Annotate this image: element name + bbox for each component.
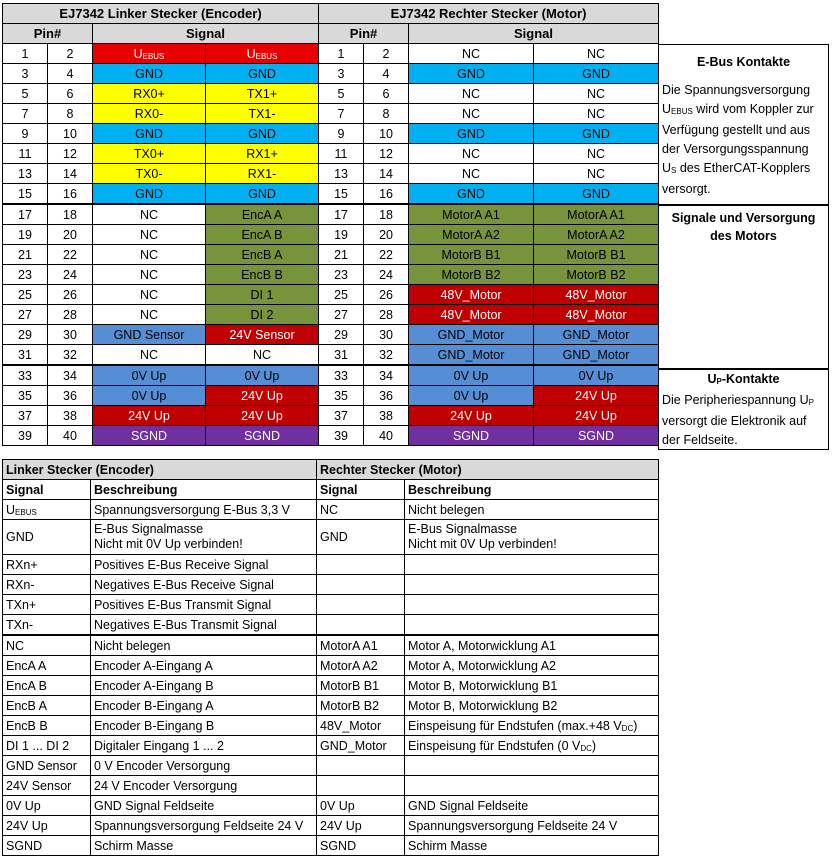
signal-cell: GND_Motor [409,325,534,345]
up-note [658,369,829,450]
desc-row [3,796,659,816]
pin-number: 7 [319,104,364,124]
pin-number: 2 [48,44,93,64]
desc-text: Schirm Masse [405,836,659,856]
pin-number: 4 [364,64,409,84]
pin-number: 12 [364,144,409,164]
desc-signal: $U_{EBUS}$ [3,500,91,520]
pin-number: 39 [3,426,48,446]
pin-row [3,124,659,144]
pin-number: 13 [319,164,364,184]
signal-cell: NC [93,245,206,265]
desc-text: Motor B, Motorwicklung B1 [405,676,659,696]
pin-row [3,426,659,446]
desc-row [3,635,659,656]
motor-note-title: Signale und Versorgung [671,211,816,225]
pin-number: 27 [319,305,364,325]
pin-number: 1 [319,44,364,64]
desc-signal [317,555,405,575]
signal-cell: NC [409,44,534,64]
desc-text: 24 V Encoder Versorgung [91,776,317,796]
desc-text: Encoder B-Eingang A [91,696,317,716]
pin-number: 32 [48,345,93,366]
signal-cell: GND Sensor [93,325,206,345]
right-pin-header: Pin# [319,24,409,44]
desc-signal [317,575,405,595]
signal-cell: NC [93,204,206,225]
signal-cell: MotorB B1 [409,245,534,265]
pin-number: 25 [319,285,364,305]
signal-cell: 24V Up [534,406,659,426]
desc-signal [317,776,405,796]
desc-signal: NC [317,500,405,520]
pin-row [3,386,659,406]
desc-signal: 0V Up [3,796,91,816]
pin-number: 36 [364,386,409,406]
signal-cell: MotorA A2 [534,225,659,245]
signal-cell: NC [93,305,206,325]
desc-row [3,500,659,520]
pin-number: 5 [3,84,48,104]
signal-cell: 0V Up [93,386,206,406]
pin-row [3,225,659,245]
pin-number: 23 [3,265,48,285]
pin-number: 23 [319,265,364,285]
pin-number: 14 [48,164,93,184]
desc-signal [317,615,405,636]
desc-text: Motor A, Motorwicklung A1 [405,635,659,656]
desc-row [3,836,659,856]
signal-cell: MotorA A2 [409,225,534,245]
desc-signal: 24V Sensor [3,776,91,796]
desc-signal: TXn- [3,615,91,636]
pin-row [3,406,659,426]
signal-cell: GND_Motor [409,345,534,366]
signal-cell: SGND [409,426,534,446]
signal-cell: 0V Up [534,365,659,386]
pin-number: 16 [48,184,93,205]
desc-text: Einspeisung für Endstufen (max.+48 $V_{DC}$) [405,716,659,736]
signal-cell: GND [206,124,319,144]
signal-cell: 0V Up [409,386,534,406]
pin-number: 6 [48,84,93,104]
desc-text [405,595,659,615]
desc-text: Positives E-Bus Transmit Signal [91,595,317,615]
ebus-note-line: Verfügung gestellt und aus [662,123,811,137]
signal-cell: 24V Up [534,386,659,406]
pin-row [3,64,659,84]
desc-row [3,555,659,575]
signal-cell: NC [534,144,659,164]
signal-cell: EncB B [206,265,319,285]
up-note-line: Die Peripheriespannung $U_P$ [662,393,814,407]
ebus-note-line: der Versorgungsspannung [662,142,809,156]
desc-signal: MotorA A2 [317,656,405,676]
pin-number: 20 [364,225,409,245]
signal-cell: NC [534,84,659,104]
signal-cell: TX1+ [206,84,319,104]
signal-cell: 24V Sensor [206,325,319,345]
pin-number: 17 [3,204,48,225]
signal-cell: $U_{EBUS}$ [93,44,206,64]
desc-row [3,776,659,796]
pin-number: 11 [319,144,364,164]
desc-signal: MotorB B1 [317,676,405,696]
pin-number: 13 [3,164,48,184]
signal-cell: $U_{EBUS}$ [206,44,319,64]
motor-note [658,205,829,369]
desc-signal: GND [3,520,91,555]
pin-row [3,164,659,184]
left-connector-title: EJ7342 Linker Stecker (Encoder) [3,4,319,24]
signal-cell: MotorA A1 [534,204,659,225]
desc-row [3,716,659,736]
desc-text: GND Signal Feldseite [405,796,659,816]
signal-cell: SGND [534,426,659,446]
signal-cell: GND [534,124,659,144]
pin-number: 21 [3,245,48,265]
pin-number: 24 [48,265,93,285]
desc-text: Nicht belegen [91,635,317,656]
signal-cell: 48V_Motor [409,305,534,325]
pin-number: 39 [319,426,364,446]
desc-text [405,615,659,636]
signal-cell: DI 1 [206,285,319,305]
pin-number: 9 [3,124,48,144]
signal-cell: NC [409,144,534,164]
signal-cell: NC [409,164,534,184]
signal-cell: MotorB B1 [534,245,659,265]
desc-signal: EncA A [3,656,91,676]
desc-row [3,756,659,776]
pin-number: 34 [48,365,93,386]
pin-row [3,104,659,124]
pin-number: 15 [3,184,48,205]
pin-row [3,204,659,225]
pin-number: 38 [48,406,93,426]
desc-text: Digitaler Eingang 1 ... 2 [91,736,317,756]
signal-cell: GND [409,184,534,205]
signal-cell: GND [206,184,319,205]
pin-number: 19 [319,225,364,245]
signal-cell: SGND [206,426,319,446]
pin-number: 16 [364,184,409,205]
signal-cell: MotorA A1 [409,204,534,225]
desc-text: Motor A, Motorwicklung A2 [405,656,659,676]
pin-number: 31 [319,345,364,366]
desc-text [405,555,659,575]
pin-number: 33 [319,365,364,386]
signal-cell: TX1- [206,104,319,124]
up-note-line: versorgt die Elektronik auf [662,414,807,428]
desc-signal [317,595,405,615]
up-note-title: $U_P$-Kontakte [707,372,780,386]
pin-number: 26 [48,285,93,305]
desc-row [3,676,659,696]
signal-cell: NC [409,84,534,104]
signal-cell: NC [93,265,206,285]
desc-signal: RXn- [3,575,91,595]
signal-cell: 48V_Motor [534,305,659,325]
signal-cell: GND_Motor [534,345,659,366]
signal-cell: 0V Up [206,365,319,386]
signal-cell: SGND [93,426,206,446]
desc-left-signal-header: Signal [3,480,91,500]
signal-cell: GND [93,124,206,144]
pin-number: 30 [364,325,409,345]
desc-text: Spannungsversorgung Feldseite 24 V [405,816,659,836]
pin-number: 32 [364,345,409,366]
signal-cell: GND [534,64,659,84]
signal-cell: 48V_Motor [409,285,534,305]
signal-cell: EncB A [206,245,319,265]
signal-cell: TX0+ [93,144,206,164]
pin-number: 37 [3,406,48,426]
desc-signal: 24V Up [317,816,405,836]
pin-number: 40 [48,426,93,446]
signal-cell: RX0- [93,104,206,124]
signal-cell: NC [409,104,534,124]
right-signal-header: Signal [409,24,659,44]
pin-number: 35 [319,386,364,406]
pin-number: 2 [364,44,409,64]
ebus-note-line: versorgt. [662,182,711,196]
desc-signal: 48V_Motor [317,716,405,736]
desc-text: Encoder B-Eingang B [91,716,317,736]
pin-row [3,265,659,285]
pin-number: 40 [364,426,409,446]
desc-signal: MotorA A1 [317,635,405,656]
signal-cell: 48V_Motor [534,285,659,305]
desc-signal [317,756,405,776]
signal-cell: EncA B [206,225,319,245]
pin-number: 37 [319,406,364,426]
signal-cell: 24V Up [206,386,319,406]
pin-number: 18 [364,204,409,225]
signal-cell: NC [534,104,659,124]
desc-text: Spannungsversorgung Feldseite 24 V [91,816,317,836]
desc-signal: SGND [317,836,405,856]
signal-cell: GND [409,64,534,84]
desc-left-title: Linker Stecker (Encoder) [3,460,317,480]
ebus-note-line: $U_{EBUS}$ wird vom Koppler zur [662,102,814,116]
pin-number: 36 [48,386,93,406]
pin-number: 4 [48,64,93,84]
desc-signal: 0V Up [317,796,405,816]
pin-number: 22 [48,245,93,265]
pin-number: 33 [3,365,48,386]
desc-text: Negatives E-Bus Transmit Signal [91,615,317,636]
signal-cell: 0V Up [409,365,534,386]
desc-row [3,615,659,636]
signal-cell: EncA A [206,204,319,225]
pin-row [3,44,659,64]
desc-signal: DI 1 ... DI 2 [3,736,91,756]
pin-row [3,285,659,305]
signal-cell: RX0+ [93,84,206,104]
desc-text: Schirm Masse [91,836,317,856]
desc-row [3,656,659,676]
desc-row [3,736,659,756]
ebus-note [658,44,829,205]
pin-number: 11 [3,144,48,164]
signal-cell: 0V Up [93,365,206,386]
pin-number: 27 [3,305,48,325]
pin-number: 26 [364,285,409,305]
desc-signal: GND Sensor [3,756,91,776]
pin-number: 9 [319,124,364,144]
pin-row [3,84,659,104]
desc-signal: SGND [3,836,91,856]
motor-note-title: des Motors [710,229,777,243]
signal-cell: TX0- [93,164,206,184]
desc-signal: MotorB B2 [317,696,405,716]
desc-right-signal-header: Signal [317,480,405,500]
pin-number: 1 [3,44,48,64]
pin-number: 38 [364,406,409,426]
desc-text [405,575,659,595]
signal-cell: GND [93,64,206,84]
desc-text: E-Bus Signalmasse Nicht mit 0V Up verbinden! [405,520,659,555]
desc-text: Einspeisung für Endstufen (0 $V_{DC}$) [405,736,659,756]
signal-cell: DI 2 [206,305,319,325]
left-signal-header: Signal [93,24,319,44]
signal-cell: GND [409,124,534,144]
desc-text: Positives E-Bus Receive Signal [91,555,317,575]
pin-number: 34 [364,365,409,386]
pin-number: 14 [364,164,409,184]
pin-number: 10 [48,124,93,144]
signal-cell: 24V Up [93,406,206,426]
desc-signal: NC [3,635,91,656]
desc-text: E-Bus Signalmasse Nicht mit 0V Up verbinden! [91,520,317,555]
pin-number: 21 [319,245,364,265]
pin-number: 17 [319,204,364,225]
pin-number: 8 [48,104,93,124]
pin-number: 22 [364,245,409,265]
pin-row [3,245,659,265]
right-connector-title: EJ7342 Rechter Stecker (Motor) [319,4,659,24]
ebus-note-line: $U_S$ des EtherCAT-Kopplers [662,161,811,175]
pin-number: 3 [319,64,364,84]
desc-left-desc-header: Beschreibung [91,480,317,500]
signal-cell: GND_Motor [534,325,659,345]
desc-row [3,595,659,615]
desc-row [3,520,659,555]
desc-right-title: Rechter Stecker (Motor) [317,460,659,480]
pin-row [3,305,659,325]
pin-number: 24 [364,265,409,285]
signal-cell: NC [93,345,206,366]
desc-signal: GND [317,520,405,555]
pin-number: 29 [319,325,364,345]
desc-signal: TXn+ [3,595,91,615]
pin-row [3,345,659,366]
pin-number: 3 [3,64,48,84]
pin-number: 18 [48,204,93,225]
pin-number: 12 [48,144,93,164]
pin-number: 15 [319,184,364,205]
pin-number: 35 [3,386,48,406]
pin-row [3,365,659,386]
desc-text: Negatives E-Bus Receive Signal [91,575,317,595]
signal-cell: GND [206,64,319,84]
signal-cell: NC [534,44,659,64]
signal-cell: NC [93,285,206,305]
pin-number: 28 [364,305,409,325]
signal-description-table [2,459,659,856]
pin-row [3,325,659,345]
desc-signal: RXn+ [3,555,91,575]
pin-row [3,144,659,164]
pin-row [3,184,659,205]
pin-number: 20 [48,225,93,245]
signal-cell: NC [93,225,206,245]
signal-cell: MotorB B2 [409,265,534,285]
desc-row [3,816,659,836]
pin-assignment-table [2,3,659,446]
signal-cell: 24V Up [206,406,319,426]
desc-text: Spannungsversorgung E-Bus 3,3 V [91,500,317,520]
desc-signal: GND_Motor [317,736,405,756]
desc-text: 0 V Encoder Versorgung [91,756,317,776]
left-pin-header: Pin# [3,24,93,44]
pin-number: 7 [3,104,48,124]
desc-text [405,776,659,796]
desc-text: GND Signal Feldseite [91,796,317,816]
desc-signal: EncB A [3,696,91,716]
signal-cell: RX1+ [206,144,319,164]
ebus-note-title: E-Bus Kontakte [696,55,791,69]
pin-number: 10 [364,124,409,144]
desc-right-desc-header: Beschreibung [405,480,659,500]
up-note-line: der Feldseite. [662,433,738,447]
desc-text: Nicht belegen [405,500,659,520]
desc-row [3,696,659,716]
pin-number: 28 [48,305,93,325]
desc-text: Motor B, Motorwicklung B2 [405,696,659,716]
desc-text: Encoder A-Eingang B [91,676,317,696]
signal-cell: GND [93,184,206,205]
pin-number: 19 [3,225,48,245]
pin-number: 29 [3,325,48,345]
ebus-note-line: Die Spannungsversorgung [662,83,811,97]
signal-cell: NC [534,164,659,184]
signal-cell: RX1- [206,164,319,184]
pin-number: 5 [319,84,364,104]
desc-text: Encoder A-Eingang A [91,656,317,676]
signal-cell: 24V Up [409,406,534,426]
desc-text [405,756,659,776]
desc-signal: 24V Up [3,816,91,836]
desc-row [3,575,659,595]
pin-number: 25 [3,285,48,305]
desc-signal: EncB B [3,716,91,736]
signal-cell: GND [534,184,659,205]
pin-number: 31 [3,345,48,366]
pin-number: 30 [48,325,93,345]
signal-cell: MotorB B2 [534,265,659,285]
desc-signal: EncA B [3,676,91,696]
signal-cell: NC [206,345,319,366]
pin-number: 6 [364,84,409,104]
pin-number: 8 [364,104,409,124]
